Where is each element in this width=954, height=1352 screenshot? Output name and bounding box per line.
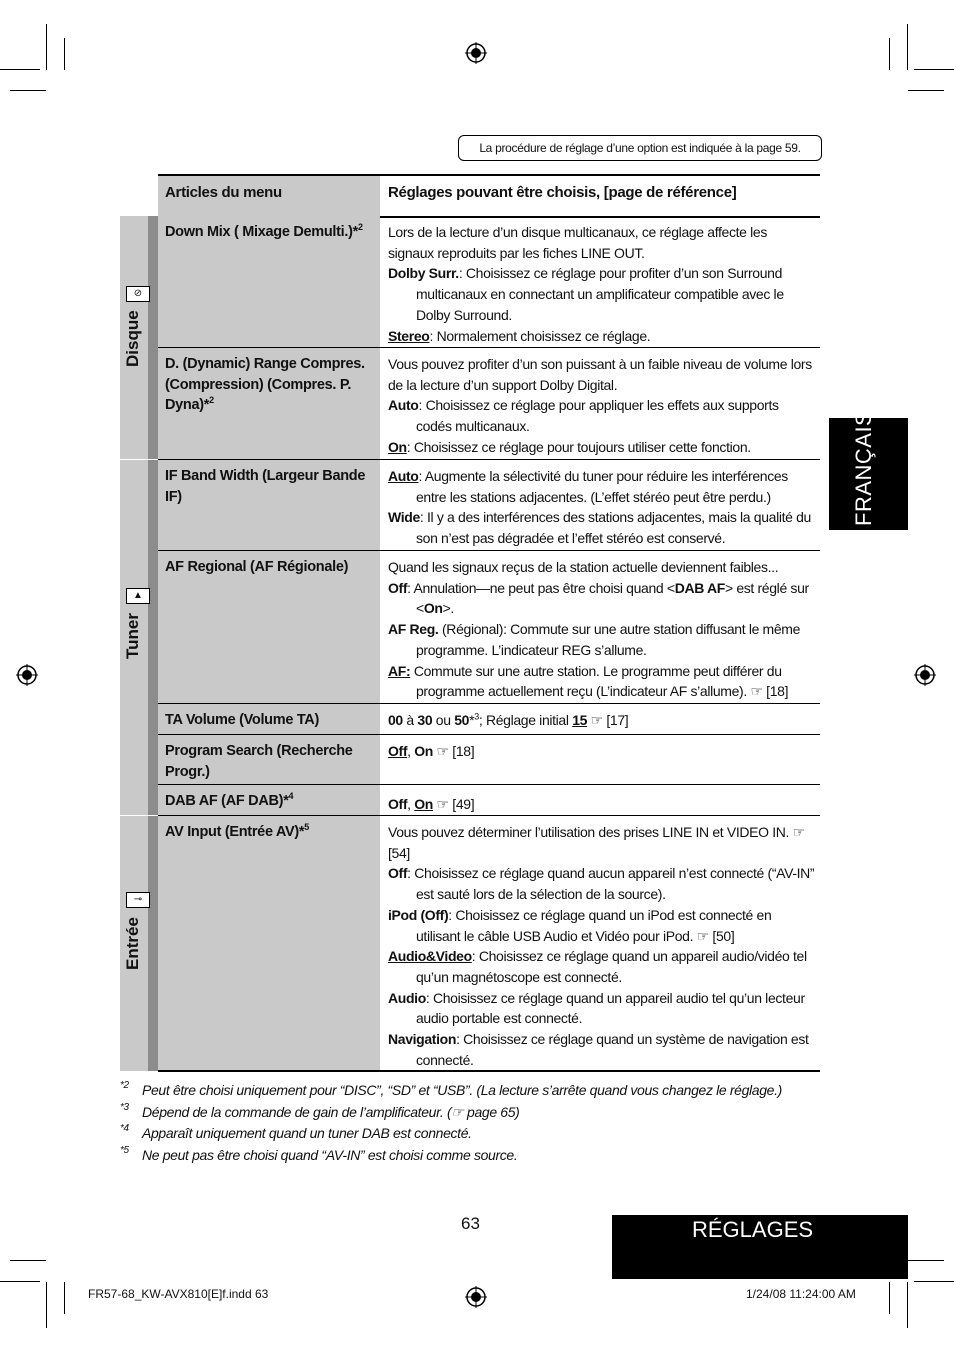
table-row	[158, 785, 820, 816]
crop-mark	[889, 38, 890, 70]
footnote: *2 Peut être choisi uniquement pour “DISC”, “SD” et “USB”. (La lecture s’arrête quand vous changez le réglage.)	[120, 1080, 782, 1098]
antenna-icon: ▲	[126, 588, 150, 604]
row-label: AF Regional (AF Régionale)	[165, 559, 349, 575]
footnote: *5 Ne peut pas être choisi quand “AV-IN” est choisi comme source.	[120, 1144, 518, 1163]
table-row	[158, 216, 820, 348]
crop-mark	[10, 90, 46, 91]
row-settings: Vous pouvez profiter d’un son puissant à un faible niveau de volume lors de la lecture d’un support Dolby Digital. Auto: Choisissez ce réglage pour appliquer les effets aux supports codés multicanaux. On: Choisissez ce réglage pour toujours utiliser cette fonction.	[388, 356, 812, 455]
registration-mark-icon	[914, 664, 936, 686]
crop-mark	[908, 1260, 944, 1261]
table-header	[158, 174, 820, 218]
section-title-bar: RÉGLAGES	[612, 1215, 908, 1279]
table-row	[158, 735, 820, 785]
table-row	[158, 551, 820, 704]
row-label: AV Input (Entrée AV)*$^5$	[165, 822, 309, 840]
crop-mark	[10, 1260, 46, 1261]
registration-mark-icon	[465, 42, 487, 64]
crop-mark	[907, 24, 908, 70]
row-settings: 00 à 30 ou 50*$^3$; Réglage initial 15 ☞ [17]	[388, 711, 629, 728]
crop-mark	[0, 69, 40, 70]
input-jack-icon: ⊸	[126, 892, 150, 908]
table-row	[158, 816, 820, 1072]
language-tab: FRANÇAIS	[829, 418, 908, 530]
row-settings: Auto: Augmente la sélectivité du tuner pour réduire les interférences entre les stations adjacentes. (L’effet stéréo peut être perdu.) Wide: Il y a des interférences des stations adjacentes, mais la qualité du son n’est pas dégradée et l’effet stéréo est conservé.	[388, 468, 811, 547]
footnote: *3 Dépend de la commande de gain de l’amplificateur. (☞ page 65)	[120, 1101, 520, 1120]
section-label-disque: Disque	[123, 310, 142, 368]
crop-mark	[64, 38, 65, 70]
file-slug: FR57-68_KW-AVX810[E]f.indd 63	[88, 1287, 269, 1301]
crop-mark	[908, 90, 944, 91]
procedure-note: La procédure de réglage d’une option est indiquée à la page 59.	[458, 135, 822, 161]
row-label: IF Band Width (Largeur Bande IF)	[165, 468, 366, 505]
page-number: 63	[461, 1214, 480, 1233]
table-row	[158, 460, 820, 551]
row-settings: Vous pouvez déterminer l’utilisation des prises LINE IN et VIDEO IN. ☞ [54] Off: Choisissez ce réglage quand aucun appareil n’est connecté (“AV-IN” est sauté lors de la sélection de la source). iPod (Off): Choisissez ce réglage quand un iPod est connecté en utilisant le câble USB Audio et Vidéo pour iPod. ☞ [50] Audio&Video: Choisissez ce réglage quand un appareil audio/vidéo tel qu’un magnétoscope est connecté. Audio: Choisissez ce réglage quand un appareil audio tel qu’un lecteur audio portable est connecté. Navigation: Choisissez ce réglage quand un système de navigation est connecté.	[388, 824, 815, 1068]
section-tuner	[120, 460, 158, 815]
section-label-tuner: Tuner	[123, 613, 142, 659]
crop-mark	[889, 1282, 890, 1314]
registration-mark-icon	[465, 1286, 487, 1308]
crop-mark	[0, 1281, 40, 1282]
section-disque	[120, 216, 158, 459]
row-label: Program Search (Recherche Progr.)	[165, 743, 353, 780]
row-label: D. (Dynamic) Range Compres. (Compression) (Compres. P. Dyna)*$^2$	[165, 356, 365, 413]
row-settings: Lors de la lecture d’un disque multicanaux, ce réglage affecte les signaux reproduits par les fiches LINE OUT. Dolby Surr.: Choisissez ce réglage pour profiter d’un son Surround multicanaux en connectant un amplificateur compatible avec le Dolby Surround. Stereo: Normalement choisissez ce réglage.	[388, 224, 784, 344]
table-row	[158, 348, 820, 460]
table-row	[158, 704, 820, 735]
footnotes	[120, 1080, 820, 1166]
row-settings: Off, On ☞ [49]	[388, 796, 475, 812]
row-settings: Quand les signaux reçus de la station actuelle deviennent faibles... Off: Annulation—ne peut pas être choisi quand <DAB AF> est réglé sur <On>. AF Reg. (Régional): Commute sur une autre station diffusant le même programme. L’indicateur REG s’allume. AF: Commute sur une autre station. Le programme peut différer du programme actuellement reçu (L’indicateur AF s’allume). ☞ [18]	[388, 559, 809, 700]
section-entree	[120, 816, 158, 1071]
header-menu-items: Articles du menu	[165, 184, 282, 201]
section-label-entree: Entrée	[123, 917, 142, 971]
crop-mark	[907, 1282, 908, 1328]
row-settings: Off, On ☞ [18]	[388, 743, 475, 759]
header-settings: Réglages pouvant être choisis, [page de référence]	[388, 184, 737, 201]
crop-mark	[46, 24, 47, 70]
row-label: DAB AF (AF DAB)*$^4$	[165, 791, 294, 809]
crop-mark	[914, 1281, 954, 1282]
row-label: TA Volume (Volume TA)	[165, 712, 320, 728]
registration-mark-icon	[16, 664, 38, 686]
disc-icon: ⊘	[126, 286, 150, 302]
print-timestamp: 1/24/08 11:24:00 AM	[746, 1287, 856, 1301]
crop-mark	[46, 1282, 47, 1328]
footnote: *4 Apparaît uniquement quand un tuner DAB est connecté.	[120, 1123, 472, 1141]
row-label: Down Mix ( Mixage Demulti.)*$^2$	[165, 222, 363, 240]
crop-mark	[64, 1282, 65, 1314]
crop-mark	[914, 69, 954, 70]
